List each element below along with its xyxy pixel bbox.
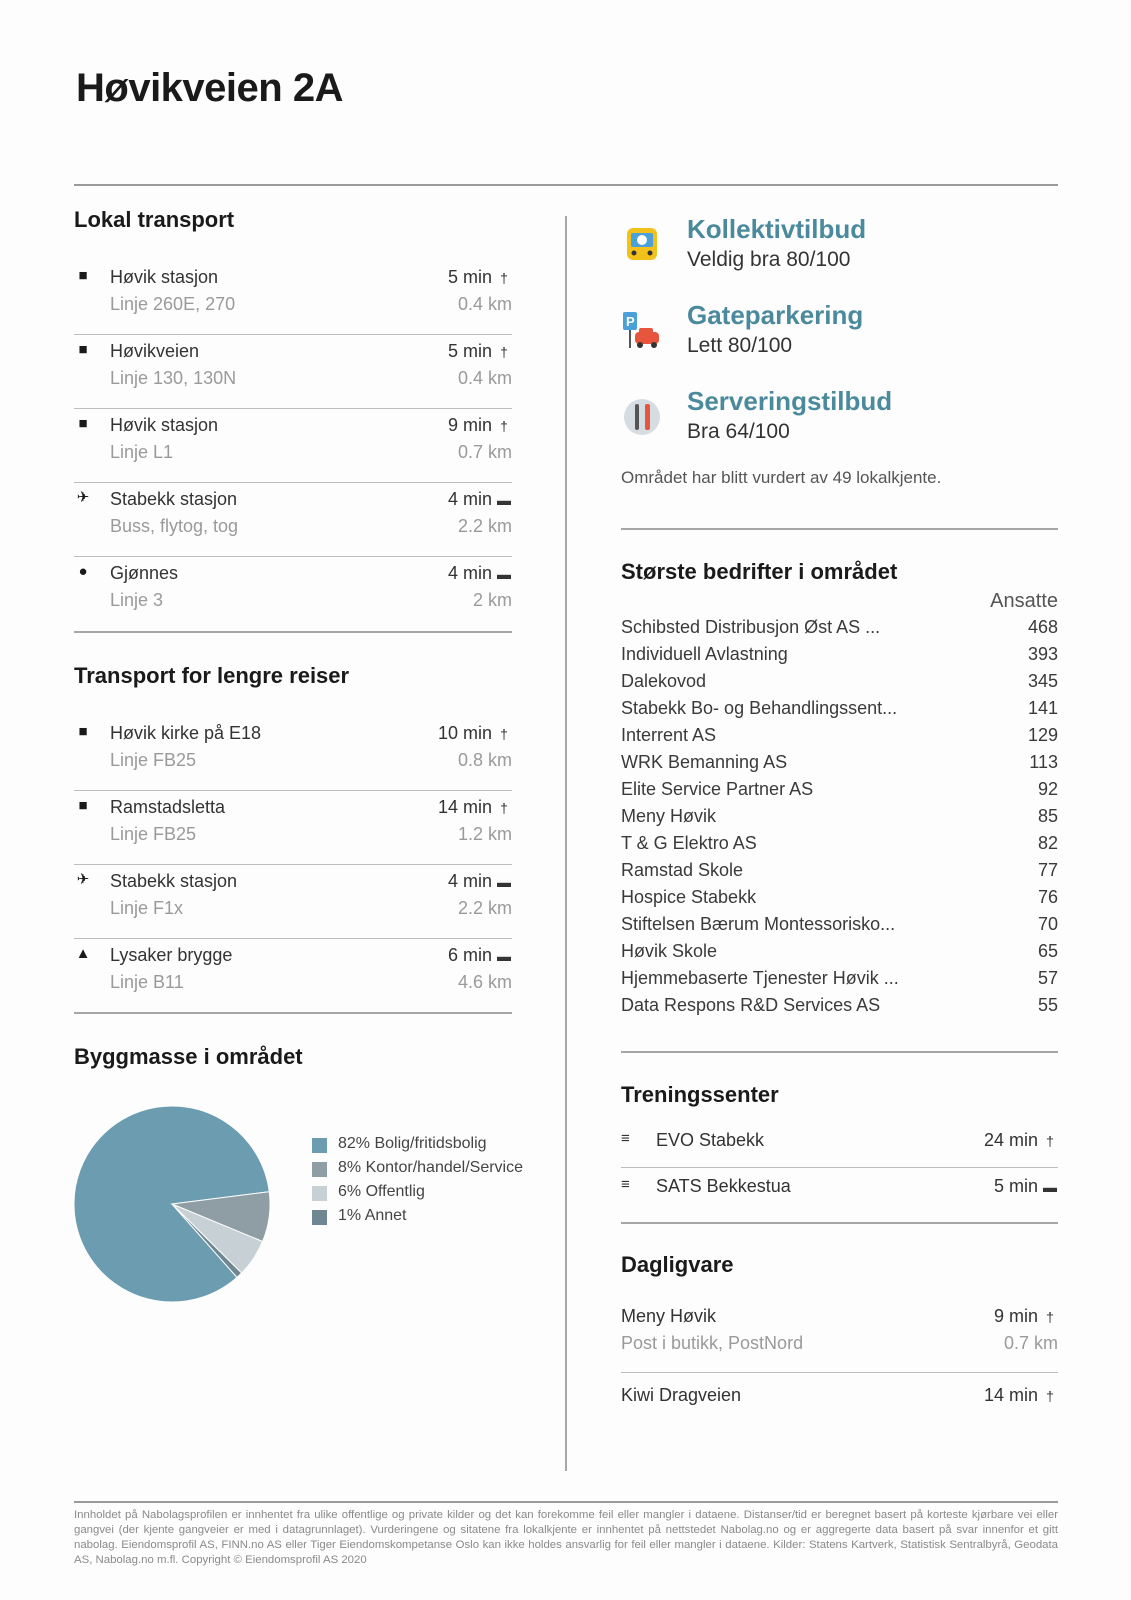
lokal-transport-heading: Lokal transport	[74, 207, 235, 232]
employee-count: 77	[1037, 860, 1058, 880]
transport-row	[74, 483, 512, 556]
business-name: Elite Service Partner AS	[621, 779, 814, 799]
travel-time	[984, 1130, 1058, 1151]
distance: 2 km	[472, 590, 512, 610]
transport-row	[74, 335, 512, 408]
section-divider	[621, 1222, 1058, 1224]
section-divider	[74, 1012, 512, 1014]
business-name: Ramstad Skole	[621, 860, 744, 880]
legend-label: 1% Annet	[338, 1207, 407, 1224]
business-row	[621, 644, 1058, 671]
business-name: Schibsted Distribusjon Øst AS ...	[621, 617, 881, 637]
footer-disclaimer: Innholdet på Nabolagsprofilen er innhentet fra ulike offentlige og private kilder og det kan forekomme feil eller mangler i dataene. Distanser/tid er beregnet basert på korteste kjørbare vei eller gangvei (der kjente gangveier er med i datagrunnlaget). Vurderingene og sitatene fra lokalkjente er innhentet på nettstedet Nabolag.no og er aggregerte data basert på svar innenfor et gitt nabolag. Eiendomsprofil AS, FINN.no AS eller Tiger Eiendomskompetanse Oslo kan ikke holdes ansvarlig for feil eller mangler i dataene. Kilder: Statens Kartverk, Statistisk Sentralbyrå, Geodata AS, Nabolag.no m.fl. Copyright © Eiendomsprofil AS 2020	[74, 1509, 1058, 1566]
business-row	[621, 779, 1058, 806]
score-title: Serveringstilbud	[687, 386, 893, 416]
employee-count: 468	[1027, 617, 1058, 637]
travel-time-value: 5 min	[993, 1176, 1038, 1196]
business-row	[621, 617, 1058, 644]
car-icon: ▬	[497, 874, 511, 890]
legend-swatch	[312, 1210, 327, 1225]
car-icon: ▬	[497, 948, 511, 964]
score-list	[621, 214, 1058, 472]
business-row	[621, 914, 1058, 941]
legend-item	[312, 1158, 542, 1182]
employee-count: 113	[1029, 752, 1058, 772]
legend-item	[312, 1206, 542, 1230]
business-row	[621, 860, 1058, 887]
lengre-reiser-list	[74, 717, 512, 1012]
business-name: WRK Bemanning AS	[621, 752, 788, 772]
score-item	[621, 300, 1058, 386]
business-name: Dalekovod	[621, 671, 707, 691]
line-info: Linje B11	[110, 972, 184, 992]
distance: 0.7 km	[457, 442, 512, 462]
line-info: Linje 130, 130N	[110, 368, 237, 388]
dining-icon	[621, 396, 663, 438]
employee-count: 70	[1037, 914, 1058, 934]
travel-time-value: 4 min	[447, 489, 492, 509]
legend-item	[312, 1182, 542, 1206]
store-name: Meny Høvik	[621, 1306, 717, 1326]
walk-icon: †	[500, 418, 508, 434]
business-row	[621, 887, 1058, 914]
distance: 0.7 km	[1003, 1333, 1058, 1353]
walk-icon: †	[500, 800, 508, 816]
travel-time	[448, 945, 512, 966]
travel-time-value: 14 min	[983, 1385, 1038, 1405]
employee-count: 393	[1027, 644, 1058, 664]
score-item	[621, 214, 1058, 300]
stop-name: Høvik kirke på E18	[110, 723, 262, 743]
express-bus-icon: ■	[78, 797, 88, 814]
transport-row	[74, 865, 512, 938]
distance: 2.2 km	[457, 516, 512, 536]
business-row	[621, 806, 1058, 833]
distance: 1.2 km	[457, 824, 512, 844]
grocery-row	[621, 1306, 1058, 1372]
travel-time-value: 10 min	[437, 723, 492, 743]
business-name: T & G Elektro AS	[621, 833, 757, 853]
column-divider	[565, 216, 567, 1471]
walk-icon: †	[1046, 1309, 1054, 1325]
ansatte-column-header: Ansatte	[990, 590, 1058, 612]
circle-icon: ●	[78, 563, 88, 580]
score-item	[621, 386, 1058, 472]
travel-time-value: 4 min	[447, 563, 492, 583]
travel-time	[448, 871, 512, 892]
business-row	[621, 725, 1058, 752]
section-divider	[621, 528, 1058, 530]
walk-icon: †	[500, 726, 508, 742]
business-name: Hospice Stabekk	[621, 887, 757, 907]
gym-icon: ≡	[621, 1176, 630, 1193]
treningssenter-list	[621, 1122, 1058, 1213]
business-row	[621, 671, 1058, 698]
business-row	[621, 833, 1058, 860]
gym-icon: ≡	[621, 1130, 630, 1147]
travel-time-value: 24 min	[983, 1130, 1038, 1150]
travel-time	[994, 1176, 1058, 1197]
bus-icon: ■	[78, 267, 88, 284]
bus-icon: ■	[78, 341, 88, 358]
transport-row	[74, 261, 512, 334]
legend-label: 82% Bolig/fritidsbolig	[338, 1135, 487, 1152]
pie-chart	[74, 1106, 284, 1316]
business-name: Interrent AS	[621, 725, 717, 745]
business-name: Hjemmebaserte Tjenester Høvik ...	[621, 968, 899, 988]
business-name: Data Respons R&D Services AS	[621, 995, 881, 1015]
walk-icon: †	[1046, 1133, 1054, 1149]
express-bus-icon: ■	[78, 723, 88, 740]
travel-time-value: 9 min	[447, 415, 492, 435]
dagligvare-list	[621, 1306, 1058, 1425]
section-divider	[74, 631, 512, 633]
travel-time	[448, 341, 512, 362]
walk-icon: †	[500, 270, 508, 286]
transport-row	[74, 791, 512, 864]
transport-row	[74, 557, 512, 630]
line-info: Linje F1x	[110, 898, 184, 918]
travel-time	[984, 1385, 1058, 1406]
ferry-icon: ▲	[75, 945, 91, 962]
section-divider	[621, 1051, 1058, 1053]
car-icon: ▬	[1043, 1179, 1057, 1195]
employee-count: 76	[1037, 887, 1058, 907]
stop-name: Stabekk stasjon	[110, 489, 238, 509]
employee-count: 92	[1037, 779, 1058, 799]
parking-icon	[621, 310, 663, 352]
line-info: Linje FB25	[110, 824, 197, 844]
gym-row	[621, 1168, 1058, 1213]
transport-row	[74, 939, 512, 1012]
business-row	[621, 995, 1058, 1022]
business-row	[621, 752, 1058, 779]
transport-row	[74, 717, 512, 790]
legend-label: 8% Kontor/handel/Service	[338, 1159, 523, 1176]
business-name: Meny Høvik	[621, 806, 717, 826]
bedrifter-list	[621, 617, 1058, 1022]
travel-time	[448, 415, 512, 436]
distance: 0.4 km	[457, 368, 512, 388]
gym-name: EVO Stabekk	[656, 1130, 765, 1150]
pie-legend	[312, 1134, 542, 1230]
distance: 0.4 km	[457, 294, 512, 314]
employee-count: 85	[1037, 806, 1058, 826]
score-value: Veldig bra 80/100	[687, 248, 851, 271]
row-divider	[621, 1372, 1058, 1373]
legend-swatch	[312, 1186, 327, 1201]
stop-name: Høvik stasjon	[110, 267, 219, 287]
score-value: Lett 80/100	[687, 334, 793, 357]
dagligvare-heading: Dagligvare	[621, 1252, 734, 1277]
employee-count: 82	[1037, 833, 1058, 853]
score-title: Gateparkering	[687, 300, 864, 330]
walk-icon: †	[500, 344, 508, 360]
travel-time	[448, 267, 512, 288]
walk-icon: †	[1046, 1388, 1054, 1404]
legend-item	[312, 1134, 542, 1158]
right-column	[621, 186, 1058, 1425]
travel-time	[448, 489, 512, 510]
airport-bus-icon: ✈	[76, 489, 90, 506]
employee-count: 345	[1027, 671, 1058, 691]
score-value: Bra 64/100	[687, 420, 790, 443]
business-name: Stiftelsen Bærum Montessorisko...	[621, 914, 896, 934]
travel-time-value: 5 min	[447, 341, 492, 361]
gym-name: SATS Bekkestua	[656, 1176, 791, 1196]
lokal-transport-list	[74, 261, 512, 630]
byggmasse-heading: Byggmasse i området	[74, 1044, 303, 1069]
stop-name: Gjønnes	[110, 563, 179, 583]
legend-swatch	[312, 1138, 327, 1153]
legend-swatch	[312, 1162, 327, 1177]
travel-time-value: 5 min	[447, 267, 492, 287]
svg-text:P: P	[626, 314, 635, 329]
lengre-reiser-heading: Transport for lengre reiser	[74, 663, 350, 688]
stop-name: Høvikveien	[110, 341, 200, 361]
employee-count: 65	[1037, 941, 1058, 961]
bus-score-icon	[621, 224, 663, 266]
distance: 0.8 km	[457, 750, 512, 770]
car-icon: ▬	[497, 566, 511, 582]
byggmasse-chart	[74, 1086, 523, 1306]
business-row	[621, 968, 1058, 995]
employee-count: 141	[1027, 698, 1058, 718]
travel-time-value: 14 min	[437, 797, 492, 817]
line-info: Linje 3	[110, 590, 164, 610]
travel-time	[438, 723, 512, 744]
travel-time-value: 6 min	[447, 945, 492, 965]
store-info: Post i butikk, PostNord	[621, 1333, 804, 1353]
gym-row	[621, 1122, 1058, 1167]
travel-time	[994, 1306, 1058, 1327]
stop-name: Stabekk stasjon	[110, 871, 238, 891]
travel-time-value: 9 min	[993, 1306, 1038, 1326]
left-column	[74, 186, 523, 1306]
distance: 4.6 km	[457, 972, 512, 992]
grocery-row	[621, 1385, 1058, 1425]
stop-name: Lysaker brygge	[110, 945, 233, 965]
line-info: Buss, flytog, tog	[110, 516, 239, 536]
travel-time	[438, 797, 512, 818]
rating-note: Området har blitt vurdert av 49 lokalkjente.	[621, 468, 942, 487]
travel-time	[448, 563, 512, 584]
treningssenter-heading: Treningssenter	[621, 1082, 779, 1107]
employee-count: 129	[1027, 725, 1058, 745]
store-name: Kiwi Dragveien	[621, 1385, 742, 1405]
business-row	[621, 698, 1058, 725]
line-info: Linje FB25	[110, 750, 197, 770]
stop-name: Høvik stasjon	[110, 415, 219, 435]
travel-time-value: 4 min	[447, 871, 492, 891]
stop-name: Ramstadsletta	[110, 797, 226, 817]
employee-count: 55	[1037, 995, 1058, 1015]
line-info: Linje 260E, 270	[110, 294, 236, 314]
train-icon: ■	[78, 415, 88, 432]
score-title: Kollektivtilbud	[687, 214, 867, 244]
business-name: Individuell Avlastning	[621, 644, 788, 664]
page-title: Høvikveien 2A	[76, 66, 343, 110]
business-name: Høvik Skole	[621, 941, 718, 961]
transport-row	[74, 409, 512, 482]
airport-express-icon: ✈	[76, 871, 90, 888]
distance: 2.2 km	[457, 898, 512, 918]
bedrifter-heading: Største bedrifter i området	[621, 559, 898, 584]
line-info: Linje L1	[110, 442, 174, 462]
business-row	[621, 941, 1058, 968]
business-name: Stabekk Bo- og Behandlingssent...	[621, 698, 898, 718]
employee-count: 57	[1037, 968, 1058, 988]
car-icon: ▬	[497, 492, 511, 508]
legend-label: 6% Offentlig	[338, 1183, 425, 1200]
footer-divider	[74, 1501, 1058, 1503]
